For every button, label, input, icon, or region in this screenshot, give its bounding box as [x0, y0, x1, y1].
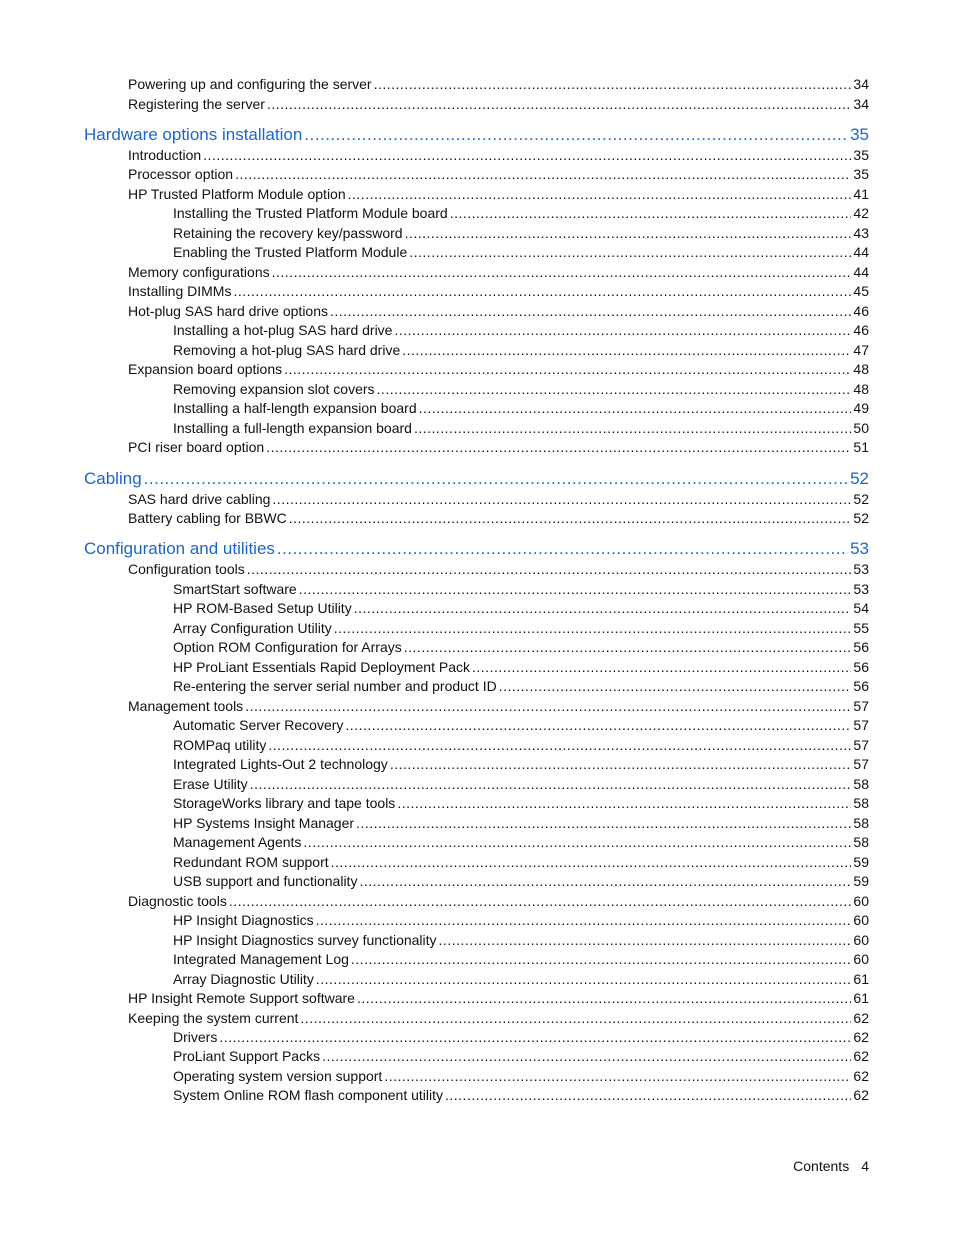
toc-section-entry[interactable] — [128, 509, 869, 528]
dot-leader — [235, 165, 851, 184]
toc-entry-page: 61 — [853, 990, 869, 1006]
toc-entry-title: Operating system version support — [173, 1068, 383, 1084]
toc-entry-page: 58 — [853, 776, 869, 792]
toc-entry-title: ProLiant Support Packs — [173, 1048, 321, 1064]
dot-leader — [405, 224, 852, 243]
toc-section-entry[interactable] — [173, 1067, 869, 1086]
toc-section-entry[interactable] — [128, 185, 869, 204]
toc-entry-title: Installing a hot-plug SAS hard drive — [173, 322, 393, 338]
toc-entry-page: 51 — [853, 439, 869, 455]
toc-section-entry[interactable] — [173, 872, 869, 891]
toc-section-entry[interactable] — [173, 755, 869, 774]
toc-section-entry[interactable] — [173, 580, 869, 599]
toc-section-entry[interactable] — [128, 165, 869, 184]
dot-leader — [359, 872, 851, 891]
toc-section-entry[interactable] — [173, 950, 869, 969]
toc-entry-title: Removing expansion slot covers — [173, 381, 375, 397]
toc-chapter-entry[interactable] — [84, 124, 869, 146]
toc-section-entry[interactable] — [173, 1028, 869, 1047]
toc-entry-title: Automatic Server Recovery — [173, 717, 344, 733]
dot-leader — [439, 931, 852, 950]
toc-section-entry[interactable] — [173, 599, 869, 618]
toc-entry-title: Configuration and utilities — [84, 539, 275, 558]
dot-leader — [334, 619, 852, 638]
toc-entry-page: 34 — [853, 76, 869, 92]
toc-entry-title: Installing a half-length expansion board — [173, 400, 417, 416]
toc-entry-page: 62 — [853, 1029, 869, 1045]
toc-entry-title: Enabling the Trusted Platform Module — [173, 244, 408, 260]
toc-entry-page: 48 — [853, 361, 869, 377]
toc-entry-title: Drivers — [173, 1029, 218, 1045]
toc-entry-page: 46 — [853, 303, 869, 319]
toc-entry-page: 46 — [853, 322, 869, 338]
toc-section-entry[interactable] — [173, 204, 869, 223]
toc-entry-page: 62 — [853, 1068, 869, 1084]
toc-entry-title: Re-entering the server serial number and product ID — [173, 678, 497, 694]
dot-leader — [402, 341, 851, 360]
toc-entry-page: 56 — [853, 639, 869, 655]
toc-entry-title: HP Insight Diagnostics survey functionality — [173, 932, 437, 948]
dot-leader — [267, 95, 851, 114]
toc-entry-title: Option ROM Configuration for Arrays — [173, 639, 402, 655]
toc-entry-title: Array Configuration Utility — [173, 620, 332, 636]
toc-entry-page: 53 — [853, 581, 869, 597]
toc-entry-page: 60 — [853, 951, 869, 967]
toc-section-entry[interactable] — [128, 302, 869, 321]
dot-leader — [299, 580, 852, 599]
toc-entry-title: HP Trusted Platform Module option — [128, 186, 346, 202]
toc-section-entry[interactable] — [128, 146, 869, 165]
page-footer — [793, 1158, 869, 1174]
toc-section-entry[interactable] — [128, 697, 869, 716]
toc-section-entry[interactable] — [173, 911, 869, 930]
dot-leader — [233, 282, 851, 301]
toc-entry-page: 56 — [853, 659, 869, 675]
footer-section-label: Contents — [793, 1158, 850, 1174]
dot-leader — [404, 638, 852, 657]
toc-section-entry[interactable] — [173, 853, 869, 872]
toc-section-entry[interactable] — [173, 677, 869, 696]
toc-entry-title: Integrated Management Log — [173, 951, 349, 967]
toc-section-entry[interactable] — [128, 75, 869, 94]
toc-entry-page: 35 — [853, 147, 869, 163]
toc-section-entry[interactable] — [173, 619, 869, 638]
toc-section-entry[interactable] — [128, 360, 869, 379]
toc-entry-page: 58 — [853, 795, 869, 811]
dot-leader — [331, 853, 852, 872]
toc-section-entry[interactable] — [173, 380, 869, 399]
toc-section-entry[interactable] — [128, 892, 869, 911]
toc-entry-page: 60 — [853, 912, 869, 928]
toc-entry-page: 57 — [853, 756, 869, 772]
toc-section-entry[interactable] — [173, 970, 869, 989]
toc-section-entry[interactable] — [173, 814, 869, 833]
toc-entry-title: Installing the Trusted Platform Module board — [173, 205, 448, 221]
toc-entry-page: 49 — [853, 400, 869, 416]
toc-section-entry[interactable] — [173, 1086, 869, 1105]
toc-entry-page: 44 — [853, 264, 869, 280]
toc-entry-page: 52 — [853, 491, 869, 507]
toc-section-entry[interactable] — [173, 658, 869, 677]
toc-entry-page: 52 — [850, 469, 869, 488]
toc-entry-title: System Online ROM flash component utility — [173, 1087, 443, 1103]
toc-section-entry[interactable] — [173, 243, 869, 262]
toc-chapter-entry[interactable] — [84, 538, 869, 560]
dot-leader — [450, 204, 852, 223]
dot-leader — [266, 438, 851, 457]
toc-entry-title: Retaining the recovery key/password — [173, 225, 403, 241]
toc-entry-title: HP ROM-Based Setup Utility — [173, 600, 352, 616]
toc-entry-title: Integrated Lights-Out 2 technology — [173, 756, 388, 772]
dot-leader — [345, 716, 851, 735]
dot-leader — [247, 560, 852, 579]
dot-leader — [330, 302, 851, 321]
toc-section-entry[interactable] — [128, 282, 869, 301]
dot-leader — [322, 1047, 851, 1066]
dot-leader — [284, 360, 851, 379]
dot-leader — [414, 419, 851, 438]
toc-section-entry[interactable] — [173, 399, 869, 418]
toc-section-entry[interactable] — [173, 716, 869, 735]
toc-entry-title: Introduction — [128, 147, 202, 163]
toc-entry-title: Hot-plug SAS hard drive options — [128, 303, 328, 319]
toc-entry-page: 45 — [853, 283, 869, 299]
footer-page-number: 4 — [861, 1158, 869, 1174]
dot-leader — [394, 321, 851, 340]
toc-section-entry[interactable] — [173, 341, 869, 360]
toc-section-entry[interactable] — [173, 638, 869, 657]
toc-entry-page: 62 — [853, 1087, 869, 1103]
toc-entry-page: 61 — [853, 971, 869, 987]
toc-entry-title: USB support and functionality — [173, 873, 358, 889]
dot-leader — [348, 185, 852, 204]
toc-section-entry[interactable] — [173, 419, 869, 438]
toc-entry-page: 62 — [853, 1010, 869, 1026]
toc-entry-title: SmartStart software — [173, 581, 297, 597]
dot-leader — [277, 538, 848, 560]
toc-section-entry[interactable] — [128, 95, 869, 114]
dot-leader — [272, 490, 851, 509]
toc-section-entry[interactable] — [173, 794, 869, 813]
toc-entry-page: 58 — [853, 834, 869, 850]
toc-entry-page: 47 — [853, 342, 869, 358]
dot-leader — [268, 736, 851, 755]
toc-entry-page: 60 — [853, 893, 869, 909]
toc-entry-title: Battery cabling for BBWC — [128, 510, 287, 526]
dot-leader — [390, 755, 852, 774]
toc-entry-title: ROMPaq utility — [173, 737, 267, 753]
toc-entry-title: Installing DIMMs — [128, 283, 232, 299]
dot-leader — [354, 599, 852, 618]
toc-entry-page: 57 — [853, 737, 869, 753]
toc-section-entry[interactable] — [128, 989, 869, 1008]
toc-section-entry[interactable] — [173, 1047, 869, 1066]
dot-leader — [472, 658, 851, 677]
toc-entry-page: 60 — [853, 932, 869, 948]
toc-entry-title: Configuration tools — [128, 561, 245, 577]
toc-section-entry[interactable] — [128, 560, 869, 579]
toc-entry-page: 44 — [853, 244, 869, 260]
dot-leader — [144, 468, 848, 490]
toc-entry-title: Installing a full-length expansion board — [173, 420, 412, 436]
toc-entry-title: Hardware options installation — [84, 125, 303, 144]
toc-entry-title: HP Insight Remote Support software — [128, 990, 355, 1006]
dot-leader — [289, 509, 852, 528]
dot-leader — [384, 1067, 851, 1086]
toc-section-entry[interactable] — [173, 931, 869, 950]
toc-section-entry[interactable] — [128, 490, 869, 509]
dot-leader — [229, 892, 852, 911]
toc-entry-title: Diagnostic tools — [128, 893, 227, 909]
dot-leader — [303, 833, 851, 852]
toc-section-entry[interactable] — [128, 263, 869, 282]
dot-leader — [374, 75, 852, 94]
toc-entry-title: Erase Utility — [173, 776, 248, 792]
toc-entry-title: Management Agents — [173, 834, 302, 850]
dot-leader — [245, 697, 851, 716]
toc-entry-page: 53 — [850, 539, 869, 558]
toc-entry-title: PCI riser board option — [128, 439, 265, 455]
dot-leader — [300, 1009, 851, 1028]
toc-section-entry[interactable] — [173, 321, 869, 340]
dot-leader — [304, 124, 848, 146]
toc-section-entry[interactable] — [173, 775, 869, 794]
toc-entry-page: 56 — [853, 678, 869, 694]
toc-entry-page: 62 — [853, 1048, 869, 1064]
toc-entry-title: Powering up and configuring the server — [128, 76, 372, 92]
toc-entry-title: Registering the server — [128, 96, 265, 112]
dot-leader — [397, 794, 851, 813]
dot-leader — [203, 146, 851, 165]
toc-entry-title: SAS hard drive cabling — [128, 491, 271, 507]
toc-entry-page: 52 — [853, 510, 869, 526]
toc-entry-page: 50 — [853, 420, 869, 436]
toc-entry-page: 55 — [853, 620, 869, 636]
toc-entry-title: StorageWorks library and tape tools — [173, 795, 396, 811]
toc-entry-title: Cabling — [84, 469, 142, 488]
toc-section-entry[interactable] — [128, 1009, 869, 1028]
toc-entry-page: 59 — [853, 873, 869, 889]
toc-entry-page: 53 — [853, 561, 869, 577]
dot-leader — [356, 814, 851, 833]
toc-entry-title: HP Systems Insight Manager — [173, 815, 355, 831]
toc-entry-title: Management tools — [128, 698, 244, 714]
toc-entry-title: HP Insight Diagnostics — [173, 912, 314, 928]
dot-leader — [219, 1028, 851, 1047]
toc-entry-title: Memory configurations — [128, 264, 270, 280]
dot-leader — [445, 1086, 851, 1105]
toc-entry-title: Redundant ROM support — [173, 854, 329, 870]
dot-leader — [351, 950, 852, 969]
dot-leader — [419, 399, 852, 418]
toc-section-entry[interactable] — [173, 224, 869, 243]
toc-entry-title: Removing a hot-plug SAS hard drive — [173, 342, 401, 358]
dot-leader — [357, 989, 851, 1008]
toc-entry-title: Array Diagnostic Utility — [173, 971, 314, 987]
dot-leader — [250, 775, 852, 794]
dot-leader — [316, 911, 852, 930]
dot-leader — [409, 243, 851, 262]
toc-section-entry[interactable] — [173, 736, 869, 755]
toc-entry-page: 41 — [853, 186, 869, 202]
toc-entry-page: 57 — [853, 717, 869, 733]
toc-entry-page: 58 — [853, 815, 869, 831]
toc-section-entry[interactable] — [128, 438, 869, 457]
dot-leader — [316, 970, 852, 989]
toc-entry-page: 57 — [853, 698, 869, 714]
toc-entry-page: 48 — [853, 381, 869, 397]
toc-entry-page: 35 — [853, 166, 869, 182]
toc-section-entry[interactable] — [173, 833, 869, 852]
toc-entry-page: 34 — [853, 96, 869, 112]
toc-chapter-entry[interactable] — [84, 468, 869, 490]
toc-entry-title: Processor option — [128, 166, 234, 182]
toc-entry-page: 35 — [850, 125, 869, 144]
toc-entry-title: Keeping the system current — [128, 1010, 299, 1026]
dot-leader — [377, 380, 852, 399]
toc-entry-page: 43 — [853, 225, 869, 241]
toc-entry-page: 54 — [853, 600, 869, 616]
dot-leader — [272, 263, 852, 282]
toc-entry-page: 59 — [853, 854, 869, 870]
toc-entry-title: Expansion board options — [128, 361, 283, 377]
dot-leader — [499, 677, 852, 696]
toc-entry-title: HP ProLiant Essentials Rapid Deployment Pack — [173, 659, 471, 675]
toc-entry-page: 42 — [853, 205, 869, 221]
